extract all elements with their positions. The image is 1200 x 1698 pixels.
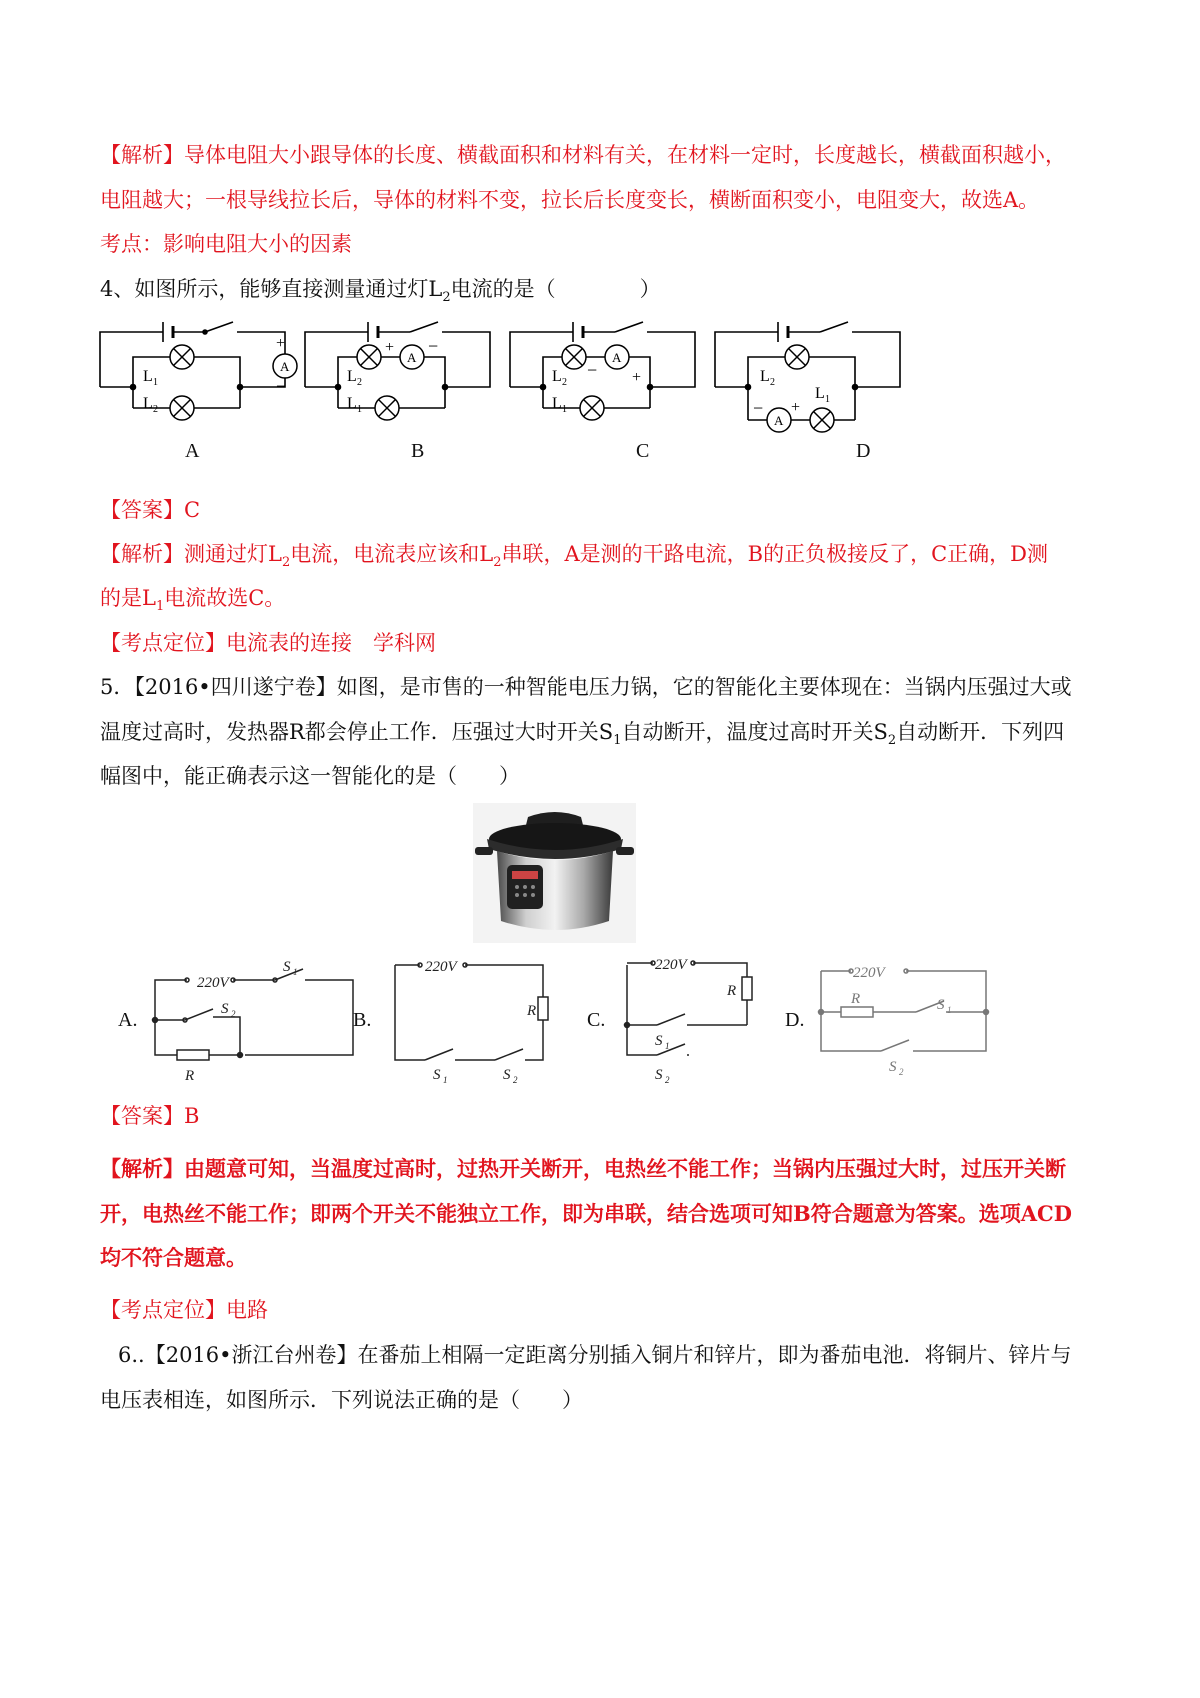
plus-sign: + — [276, 335, 286, 352]
plus-sign: + — [632, 369, 642, 386]
q4-analysis-line-1: 【解析】测通过灯$L_2$电流，电流表应该和$L_2$串联，A是测的干路电流，B的正负极接反了，C正确，D测 — [100, 542, 1048, 571]
resistor-label: R — [851, 991, 861, 1007]
q4-circuit-figures — [95, 312, 915, 466]
svg-text:2: 2 — [665, 1075, 670, 1085]
svg-text:2: 2 — [153, 404, 158, 415]
switch-label: S — [889, 1059, 897, 1075]
q4-option-a: A — [185, 440, 200, 462]
q4-option-b: B — [411, 440, 425, 462]
circuit-a — [100, 322, 285, 408]
svg-text:1: 1 — [562, 404, 567, 415]
voltage-label: 220V — [853, 965, 885, 981]
circuit-d — [715, 322, 900, 420]
minus-sign: − — [428, 336, 439, 356]
switch-label: S — [503, 1067, 511, 1083]
plus-sign: + — [791, 399, 801, 416]
circuit-b — [305, 322, 490, 408]
voltage-label: 220V — [425, 959, 457, 975]
plus-sign: + — [385, 339, 395, 356]
voltage-label: 220V — [655, 957, 687, 973]
svg-text:1: 1 — [665, 1041, 670, 1051]
ammeter-label: A — [774, 413, 784, 428]
svg-text:2: 2 — [562, 377, 567, 388]
q5-circuits-svg — [145, 955, 1005, 1085]
q5-circuit-figures — [145, 955, 1005, 1089]
q5-circuit-c — [625, 961, 753, 1055]
resistor-label: R — [727, 983, 737, 999]
svg-text:1: 1 — [293, 967, 298, 977]
resistor-label: R — [527, 1003, 537, 1019]
switch-label: S — [221, 1001, 229, 1017]
svg-text:1: 1 — [947, 1005, 952, 1015]
q6-stem-line-1: 6..【2016•浙江台州卷】在番茄上相隔一定距离分别插入铜片和锌片，即为番茄电池．将铜片、锌片与 — [118, 1343, 1072, 1367]
q5-option-d: D. — [785, 1009, 805, 1031]
svg-text:2: 2 — [899, 1067, 904, 1077]
q5-stem-line-2: 温度过高时，发热器R都会停止工作．压强过大时开关$S_1$自动断开，温度过高时开关$S_2$自动断开．下列四 — [100, 720, 1065, 749]
ammeter-label: A — [280, 359, 290, 374]
q5-circuit-d — [819, 969, 989, 1051]
svg-text:1: 1 — [443, 1075, 448, 1085]
lamp-label: L — [552, 368, 562, 385]
lamp-label: L — [143, 368, 153, 385]
lamp-label: L — [815, 385, 825, 402]
svg-text:2: 2 — [770, 377, 775, 388]
q4-analysis-line-2: 的是$L_1$电流故选C。 — [100, 586, 286, 615]
voltage-label: 220V — [197, 975, 229, 991]
q6-stem-line-2: 电压表相连，如图所示．下列说法正确的是（ ） — [100, 1388, 583, 1412]
q4-option-c: C — [636, 440, 650, 462]
switch-label: S — [283, 959, 291, 975]
q5-analysis-line-3: 均不符合题意。 — [100, 1245, 247, 1270]
minus-sign: − — [587, 360, 598, 380]
q5-knowledge-point: 【考点定位】电路 — [100, 1298, 268, 1322]
q5-option-b: B. — [353, 1009, 372, 1031]
resistor-label: R — [185, 1068, 195, 1084]
q5-circuit-b — [395, 963, 548, 1060]
q5-analysis-line-2: 开，电热丝不能工作；即两个开关不能独立工作，即为串联，结合选项可知B符合题意为答案。选项ACD — [100, 1201, 1072, 1226]
svg-text:2: 2 — [231, 1009, 236, 1019]
lamp-label: L — [143, 395, 153, 412]
switch-label: S — [433, 1067, 441, 1083]
svg-text:1: 1 — [825, 394, 830, 405]
lamp-label: L — [760, 368, 770, 385]
pressure-cooker-svg — [473, 803, 636, 943]
q4-option-d: D — [856, 440, 871, 462]
q3-analysis-line-2: 电阻越大；一根导线拉长后，导体的材料不变，拉长后长度变长，横断面积变小，电阻变大，故选A。 — [100, 188, 1040, 212]
minus-sign: − — [276, 376, 287, 396]
q3-analysis-line-1: 【解析】导体电阻大小跟导体的长度、横截面积和材料有关，在材料一定时，长度越长，横截面积越小， — [100, 143, 1066, 167]
q5-circuit-a — [153, 969, 354, 1060]
q5-analysis-line-1: 【解析】由题意可知，当温度过高时，过热开关断开，电热丝不能工作；当锅内压强过大时，过压开关断 — [100, 1156, 1066, 1181]
switch-label: S — [655, 1067, 663, 1083]
circuit-c — [510, 322, 695, 408]
switch-label: S — [655, 1033, 663, 1049]
q5-stem-line-3: 幅图中，能正确表示这一智能化的是（ ） — [100, 764, 520, 788]
svg-text:1: 1 — [357, 404, 362, 415]
pressure-cooker-image — [473, 803, 636, 943]
q5-option-c: C. — [587, 1009, 606, 1031]
q5-answer: 【答案】B — [100, 1104, 200, 1128]
q3-knowledge-point: 考点：影响电阻大小的因素 — [100, 232, 352, 256]
q4-knowledge-point: 【考点定位】电流表的连接 学科网 — [100, 631, 436, 655]
svg-text:2: 2 — [513, 1075, 518, 1085]
ammeter-label: A — [407, 350, 417, 365]
lamp-label: L — [347, 395, 357, 412]
q4-stem: 4、如图所示，能够直接测量通过灯$L_2$电流的是（ ） — [100, 277, 661, 306]
q5-option-a: A. — [118, 1009, 138, 1031]
q4-answer: 【答案】C — [100, 498, 201, 522]
svg-text:1: 1 — [153, 377, 158, 388]
minus-sign: − — [753, 398, 764, 418]
ammeter-label: A — [612, 350, 622, 365]
q5-stem-line-1: 5．【2016•四川遂宁卷】如图，是市售的一种智能电压力锅，它的智能化主要体现在：当锅内压强过大或 — [100, 675, 1072, 699]
q4-circuits-svg — [95, 312, 915, 462]
switch-label: S — [937, 997, 945, 1013]
lamp-label: L — [347, 368, 357, 385]
svg-text:2: 2 — [357, 377, 362, 388]
lamp-label: L — [552, 395, 562, 412]
